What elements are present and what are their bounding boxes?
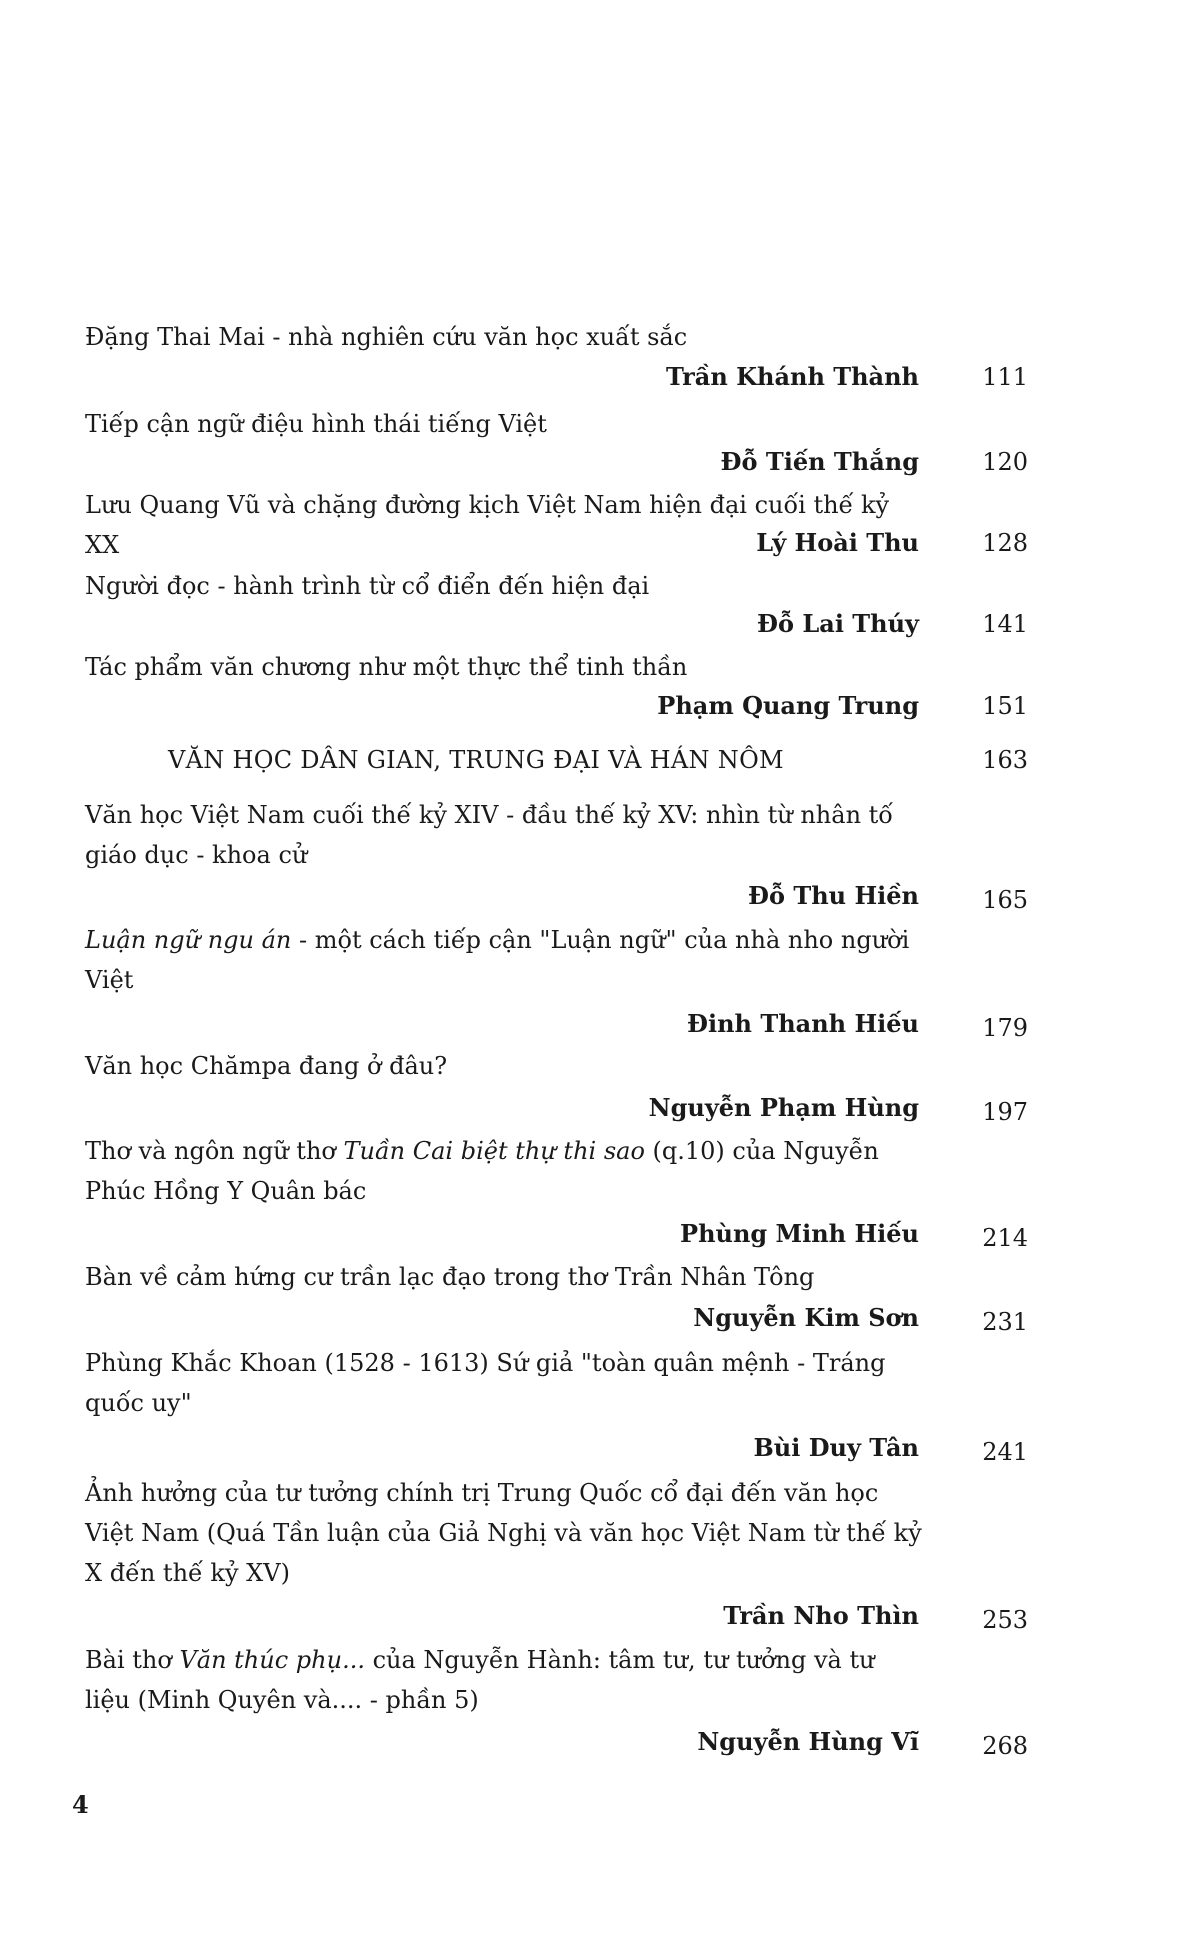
toc-entry-title <box>85 1131 925 1211</box>
toc-entry-page: 141 <box>982 610 1028 638</box>
toc-entry-page: 241 <box>982 1438 1028 1466</box>
toc-entry-author: Đỗ Lai Thúy <box>757 609 919 638</box>
toc-entry-page: 179 <box>982 1014 1028 1042</box>
toc-entry-page: 231 <box>982 1308 1028 1336</box>
toc-entry-title: Tác phẩm văn chương như một thực thể tinh thần <box>85 653 688 681</box>
toc-entry-page: 151 <box>982 692 1028 720</box>
toc-entry-author: Bùi Duy Tân <box>753 1433 919 1462</box>
section-page: 163 <box>982 746 1028 774</box>
toc-entry-author: Đỗ Thu Hiền <box>748 881 919 910</box>
title-pre: Thơ và ngôn ngữ thơ <box>85 1137 344 1165</box>
section-heading: VĂN HỌC DÂN GIAN, TRUNG ĐẠI VÀ HÁN NÔM <box>168 746 784 774</box>
toc-entry-page: 214 <box>982 1224 1028 1252</box>
toc-entry-title <box>85 920 925 1000</box>
toc-entry-author: Đỗ Tiến Thắng <box>720 447 919 476</box>
toc-entry-title: Ảnh hưởng của tư tưởng chính trị Trung Quốc cổ đại đến văn học Việt Nam (Quá Tần luận của Giả Nghị và văn học Việt Nam từ thế kỷ X đến thế kỷ XV) <box>85 1479 922 1587</box>
toc-entry-title: Bàn về cảm hứng cư trần lạc đạo trong thơ Trần Nhân Tông <box>85 1263 815 1291</box>
title-rest: của Nguyễn Hành: tâm tư, tư tưởng và tư liệu (Minh Quyên và.... - phần 5) <box>85 1646 875 1714</box>
toc-entry-title: Đặng Thai Mai - nhà nghiên cứu văn học xuất sắc <box>85 323 688 351</box>
title-rest: (q.10) của Nguyễn Phúc Hồng Y Quân bác <box>85 1137 879 1205</box>
toc-entry-page: 111 <box>982 363 1028 391</box>
toc-entry-page: 128 <box>982 529 1028 557</box>
toc-entry-page: 120 <box>982 448 1028 476</box>
title-rest: - một cách tiếp cận "Luận ngữ" của nhà nho người Việt <box>85 926 910 994</box>
italic-title: Văn thúc phụ... <box>179 1646 365 1674</box>
toc-entry-title: Lưu Quang Vũ và chặng đường kịch Việt Nam hiện đại cuối thế kỷ XX <box>85 491 890 559</box>
toc-entry-title: Tiếp cận ngữ điệu hình thái tiếng Việt <box>85 410 547 438</box>
page-number: 4 <box>72 1790 89 1819</box>
toc-entry-title <box>85 1640 925 1720</box>
title-pre: Bài thơ <box>85 1646 180 1674</box>
toc-entry-title: Văn học Chămpa đang ở đâu? <box>85 1052 448 1080</box>
toc-entry-page: 165 <box>982 886 1028 914</box>
toc-entry-author: Trần Nho Thìn <box>723 1601 919 1630</box>
toc-entry-author: Lý Hoài Thu <box>756 528 919 557</box>
italic-title: Tuần Cai biệt thự thi sao <box>343 1137 645 1165</box>
toc-entry-author: Phùng Minh Hiếu <box>680 1219 919 1248</box>
toc-entry-page: 268 <box>982 1732 1028 1760</box>
toc-entry-title: Phùng Khắc Khoan (1528 - 1613) Sứ giả "toàn quân mệnh - Tráng quốc uy" <box>85 1349 886 1417</box>
toc-entry-author: Đinh Thanh Hiếu <box>687 1009 919 1038</box>
toc-entry-author: Nguyễn Kim Sơn <box>693 1303 919 1332</box>
italic-title: Luận ngữ ngu án <box>85 926 292 954</box>
toc-entry-author: Nguyễn Phạm Hùng <box>648 1093 919 1122</box>
toc-entry-author: Nguyễn Hùng Vĩ <box>697 1727 919 1756</box>
toc-entry-author: Phạm Quang Trung <box>657 691 919 720</box>
toc-entry-author: Trần Khánh Thành <box>666 362 919 391</box>
toc-entry-page: 197 <box>982 1098 1028 1126</box>
toc-entry-title: Văn học Việt Nam cuối thế kỷ XIV - đầu thế kỷ XV: nhìn từ nhân tố giáo dục - khoa cử <box>85 801 893 869</box>
toc-entry-title: Người đọc - hành trình từ cổ điển đến hiện đại <box>85 572 650 600</box>
toc-entry-page: 253 <box>982 1606 1028 1634</box>
